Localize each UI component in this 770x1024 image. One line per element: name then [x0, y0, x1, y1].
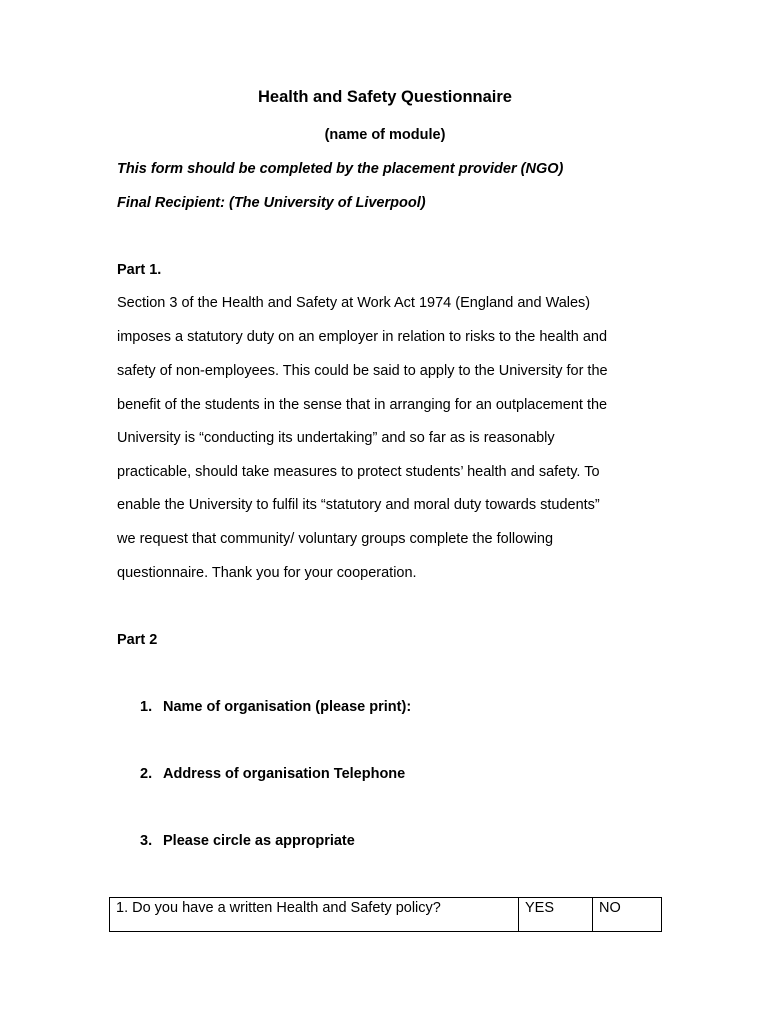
module-name: (name of module)	[324, 127, 446, 143]
list-item-text: Address of organisation Telephone	[163, 766, 406, 782]
paragraph-line: safety of non-employees. This could be said to apply to the University for the	[117, 363, 608, 379]
paragraph-line: University is “conducting its undertaking” and so far as is reasonably	[117, 430, 555, 446]
completed-by-note: This form should be completed by the placement provider (NGO)	[117, 161, 564, 177]
list-item-text: Name of organisation (please print):	[163, 699, 412, 715]
question-cell: 1. Do you have a written Health and Safety policy?	[110, 898, 519, 932]
questionnaire-table	[109, 897, 662, 932]
paragraph-line: enable the University to fulfil its “statutory and moral duty towards students”	[117, 497, 600, 513]
list-item-text: Please circle as appropriate	[163, 833, 355, 849]
yes-option[interactable]: YES	[519, 898, 593, 932]
document-title: Health and Safety Questionnaire	[258, 88, 512, 106]
part1-heading: Part 1.	[117, 262, 162, 278]
paragraph-line: Section 3 of the Health and Safety at Work Act 1974 (England and Wales)	[117, 295, 591, 311]
list-item-number: 2.	[140, 766, 153, 782]
part2-heading: Part 2	[117, 632, 158, 648]
paragraph-line: we request that community/ voluntary groups complete the following	[117, 531, 554, 547]
final-recipient-note: Final Recipient: (The University of Liverpool)	[117, 195, 426, 211]
paragraph-line: questionnaire. Thank you for your cooperation.	[117, 565, 417, 581]
paragraph-line: benefit of the students in the sense that in arranging for an outplacement the	[117, 397, 608, 413]
list-item-circle-instruction	[140, 832, 355, 850]
list-item-number: 1.	[140, 699, 153, 715]
list-item-organisation-name	[140, 698, 411, 716]
paragraph-line: imposes a statutory duty on an employer in relation to risks to the health and	[117, 329, 608, 345]
list-item-number: 3.	[140, 833, 153, 849]
table-row	[110, 898, 662, 932]
paragraph-line: practicable, should take measures to protect students’ health and safety. To	[117, 464, 600, 480]
no-option[interactable]: NO	[593, 898, 662, 932]
list-item-organisation-address	[140, 765, 405, 783]
